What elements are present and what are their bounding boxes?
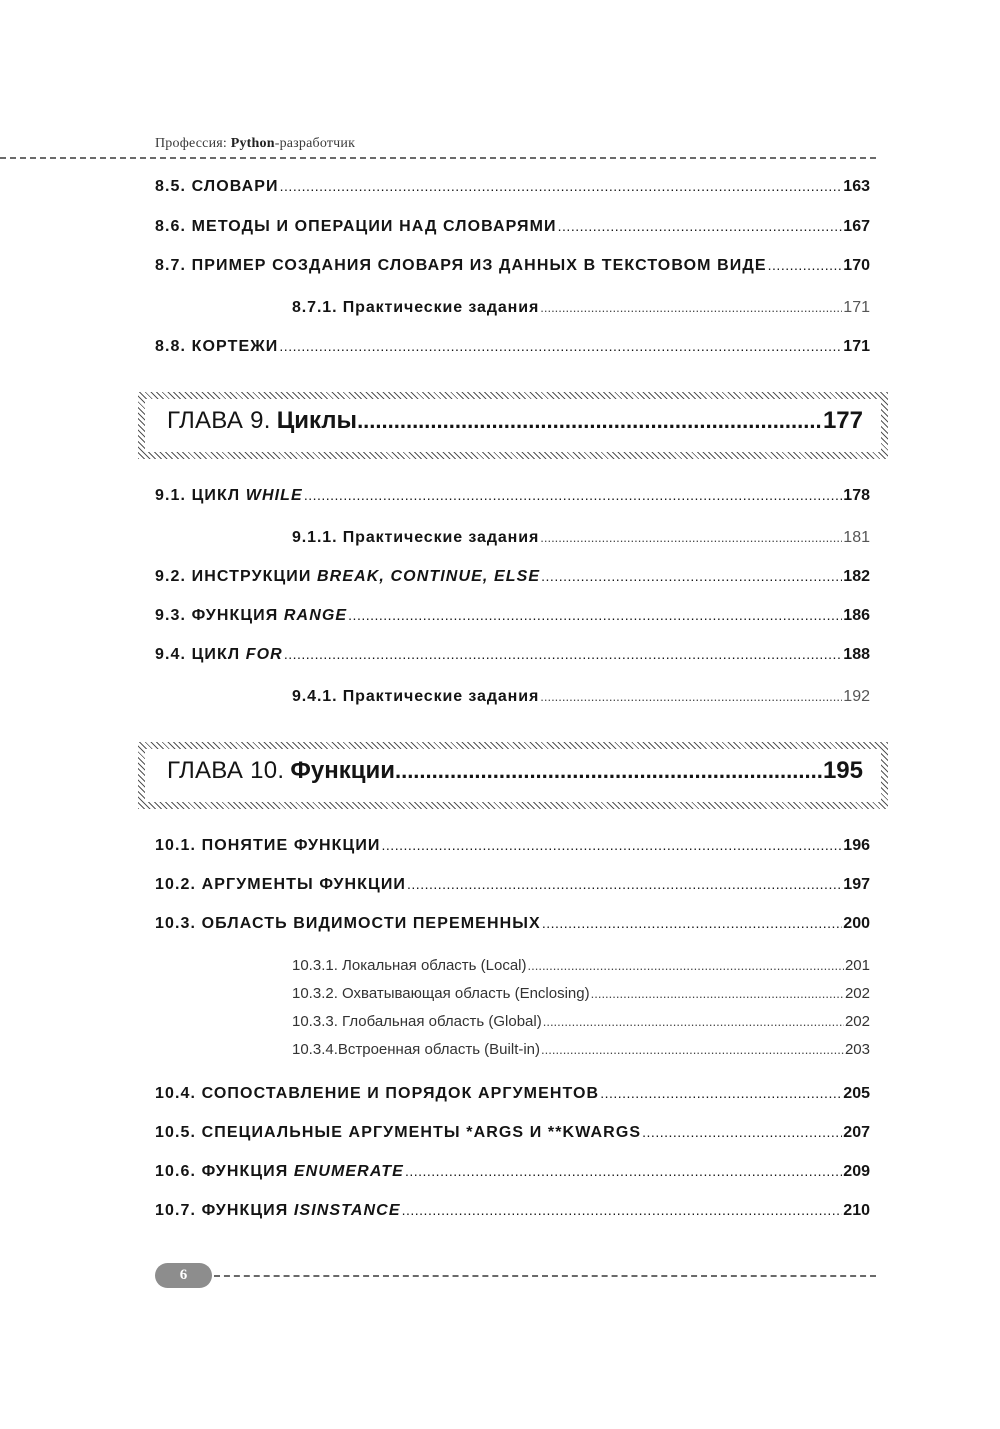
toc-entry[interactable] xyxy=(155,487,870,509)
toc-entry-prefix: 9.1. ЦИКЛ xyxy=(155,487,246,504)
footer-dashed-divider xyxy=(214,1275,876,1277)
toc-entry-page: 163 xyxy=(843,178,870,195)
toc-entry[interactable] xyxy=(155,568,870,590)
toc-entry-title: 10.3.1. Локальная область (Local) xyxy=(292,957,527,974)
dot-leader xyxy=(279,338,842,354)
dot-leader xyxy=(541,1042,844,1057)
toc-entry[interactable] xyxy=(155,1163,870,1185)
toc-practice-entry[interactable] xyxy=(292,299,870,321)
toc-entry-page: 186 xyxy=(843,607,870,624)
dot-leader xyxy=(280,178,843,194)
toc-entry-page: 178 xyxy=(843,487,870,504)
toc-entry[interactable] xyxy=(155,876,870,898)
dot-leader xyxy=(407,876,842,892)
dot-leader xyxy=(558,218,843,234)
toc-entry-prefix: 9.2. ИНСТРУКЦИИ xyxy=(155,568,318,585)
toc-subentry[interactable] xyxy=(292,1041,870,1061)
dot-leader xyxy=(541,568,842,584)
toc-entry-title xyxy=(155,487,303,505)
toc-entry-page: 200 xyxy=(843,915,870,932)
toc-entry-page: 197 xyxy=(843,876,870,893)
toc-entry-title: 8.7. ПРИМЕР СОЗДАНИЯ СЛОВАРЯ ИЗ ДАННЫХ В ТЕКСТОВОМ ВИДЕ xyxy=(155,257,767,274)
toc-entry-page: 171 xyxy=(843,338,870,355)
toc-entry-title xyxy=(155,1163,404,1181)
dot-leader xyxy=(284,646,842,662)
toc-entry[interactable] xyxy=(155,1085,870,1107)
toc-entry-title: 10.4. СОПОСТАВЛЕНИЕ И ПОРЯДОК АРГУМЕНТОВ xyxy=(155,1085,600,1102)
toc-practice-entry[interactable] xyxy=(292,688,870,710)
toc-entry-page: 192 xyxy=(843,688,870,705)
dot-leader xyxy=(642,1124,842,1140)
toc-entry-title: 10.3.4.Встроенная область (Built-in) xyxy=(292,1041,541,1058)
toc-entry-italic: WHILE xyxy=(245,487,303,504)
toc-entry-page: 202 xyxy=(844,985,870,1002)
toc-entry-page: 201 xyxy=(844,957,870,974)
chapter-10-heading[interactable] xyxy=(138,742,888,809)
dot-leader xyxy=(382,837,843,853)
toc-entry-page: 181 xyxy=(843,529,870,546)
toc-entry-page: 207 xyxy=(843,1124,870,1141)
toc-entry[interactable] xyxy=(155,257,870,279)
chapter-title: Циклы xyxy=(276,407,358,434)
dot-leader xyxy=(600,1085,842,1101)
toc-entry[interactable] xyxy=(155,338,870,360)
toc-entry-title: 10.5. СПЕЦИАЛЬНЫЕ АРГУМЕНТЫ *ARGS И **KWARGS xyxy=(155,1124,642,1141)
dot-leader xyxy=(540,300,842,315)
toc-entry-page: 196 xyxy=(843,837,870,854)
toc-entry-title: 9.4.1. Практические задания xyxy=(292,688,540,705)
toc-entry-title xyxy=(155,646,283,664)
dot-leader xyxy=(768,257,843,273)
toc-entry[interactable] xyxy=(155,1202,870,1224)
dot-leader xyxy=(540,689,842,704)
toc-subentry[interactable] xyxy=(292,985,870,1005)
toc-entry[interactable] xyxy=(155,607,870,629)
toc-entry[interactable] xyxy=(155,218,870,240)
toc-entry-title xyxy=(155,568,540,586)
chapter-9-heading[interactable] xyxy=(138,392,888,459)
toc-entry-italic: ENUMERATE xyxy=(293,1163,404,1180)
toc-entry-prefix: 9.4. ЦИКЛ xyxy=(155,646,246,663)
running-header xyxy=(155,136,355,152)
header-suffix: -разработчик xyxy=(274,136,356,151)
chapter-label: ГЛАВА 10. xyxy=(167,757,285,784)
dot-leader xyxy=(540,530,842,545)
dot-leader xyxy=(402,1202,843,1218)
toc-entry-page: 182 xyxy=(843,568,870,585)
dot-leader xyxy=(543,1014,844,1029)
toc-practice-entry[interactable] xyxy=(292,529,870,551)
toc-entry-title: 10.3. ОБЛАСТЬ ВИДИМОСТИ ПЕРЕМЕННЫХ xyxy=(155,915,541,932)
toc-entry[interactable] xyxy=(155,915,870,937)
toc-entry-italic: FOR xyxy=(245,646,283,663)
dot-leader xyxy=(357,408,823,434)
chapter-title: Функции xyxy=(290,757,395,784)
toc-entry-title xyxy=(155,607,347,625)
toc-entry-italic: ISINSTANCE xyxy=(293,1202,401,1219)
toc-entry-page: 171 xyxy=(843,299,870,316)
toc-entry-page: 170 xyxy=(843,257,870,274)
toc-entry-title: 10.2. АРГУМЕНТЫ ФУНКЦИИ xyxy=(155,876,407,893)
dot-leader xyxy=(405,1163,842,1179)
dot-leader xyxy=(542,915,842,931)
toc-entry-title: 8.5. СЛОВАРИ xyxy=(155,178,279,195)
toc-entry-page: 167 xyxy=(843,218,870,235)
dot-leader xyxy=(395,758,823,784)
toc-entry[interactable] xyxy=(155,1124,870,1146)
toc-entry-title: 10.3.2. Охватывающая область (Enclosing) xyxy=(292,985,590,1002)
toc-entry-page: 202 xyxy=(844,1013,870,1030)
dot-leader xyxy=(348,607,842,623)
toc-entry-italic: BREAK, CONTINUE, ELSE xyxy=(317,568,541,585)
dot-leader xyxy=(591,986,844,1001)
toc-subentry[interactable] xyxy=(292,1013,870,1033)
toc-entry-title: 9.1.1. Практические задания xyxy=(292,529,540,546)
header-prefix: Профессия: xyxy=(155,136,231,151)
toc-entry-page: 205 xyxy=(843,1085,870,1102)
chapter-label: ГЛАВА 9. xyxy=(167,407,271,434)
toc-entry-prefix: 10.6. ФУНКЦИЯ xyxy=(155,1163,294,1180)
toc-entry-title: 8.7.1. Практические задания xyxy=(292,299,540,316)
toc-entry-title: 8.8. КОРТЕЖИ xyxy=(155,338,279,355)
toc-entry-page: 209 xyxy=(843,1163,870,1180)
header-bold: Python xyxy=(230,136,275,151)
page-number-badge xyxy=(155,1263,212,1288)
toc-entry[interactable] xyxy=(155,178,870,200)
dot-leader xyxy=(528,958,844,973)
toc-entry-title: 8.6. МЕТОДЫ И ОПЕРАЦИИ НАД СЛОВАРЯМИ xyxy=(155,218,557,235)
header-dashed-divider xyxy=(0,157,876,159)
toc-entry-page: 188 xyxy=(843,646,870,663)
toc-subentry[interactable] xyxy=(292,957,870,977)
toc-entry[interactable] xyxy=(155,646,870,668)
toc-entry-italic: RANGE xyxy=(283,607,348,624)
page-number: 6 xyxy=(179,1267,188,1283)
toc-entry-page: 203 xyxy=(844,1041,870,1058)
chapter-page: 177 xyxy=(822,407,863,434)
toc-entry[interactable] xyxy=(155,837,870,859)
chapter-page: 195 xyxy=(822,757,863,784)
dot-leader xyxy=(304,487,842,503)
toc-entry-title: 10.1. ПОНЯТИЕ ФУНКЦИИ xyxy=(155,837,381,854)
toc-entry-title xyxy=(155,1202,401,1220)
toc-entry-prefix: 10.7. ФУНКЦИЯ xyxy=(155,1202,294,1219)
toc-entry-prefix: 9.3. ФУНКЦИЯ xyxy=(155,607,284,624)
toc-entry-title: 10.3.3. Глобальная область (Global) xyxy=(292,1013,542,1030)
toc-entry-page: 210 xyxy=(843,1202,870,1219)
